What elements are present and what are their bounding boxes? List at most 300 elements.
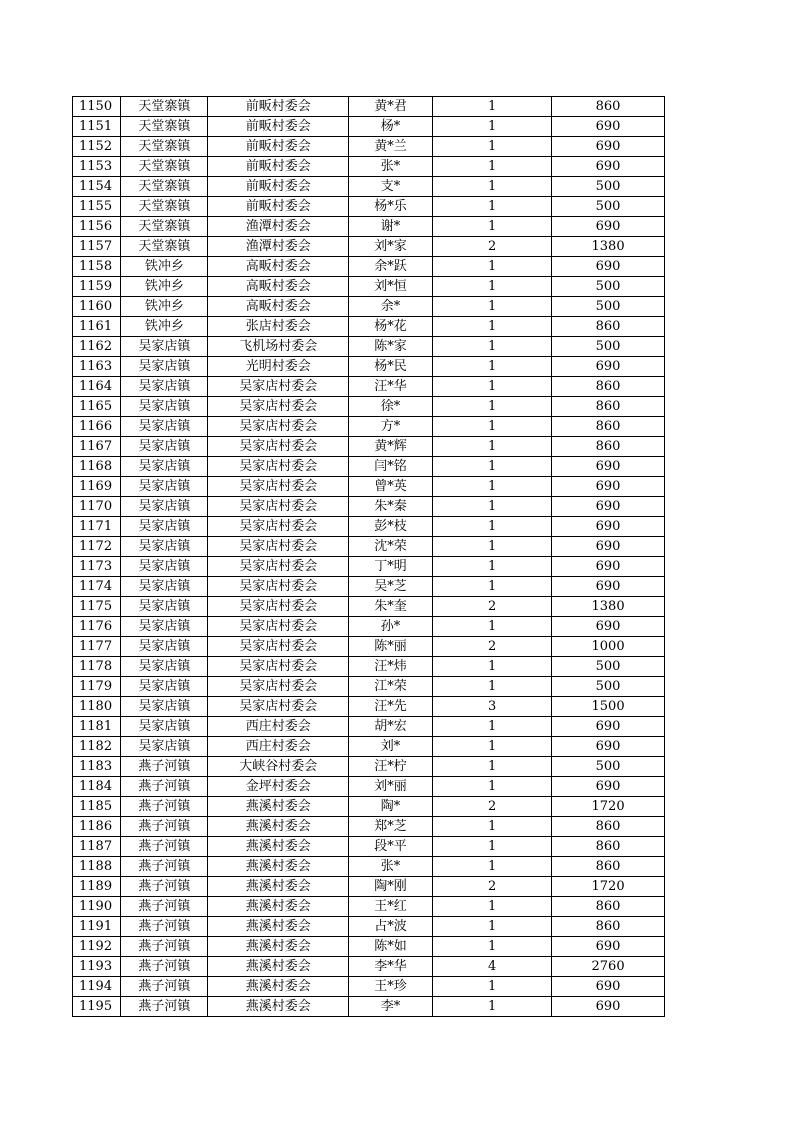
township-cell: 吴家店镇 bbox=[121, 677, 208, 697]
resident-name-cell: 江*荣 bbox=[348, 677, 432, 697]
row-number-cell: 1192 bbox=[73, 937, 121, 957]
village-committee-cell: 大峡谷村委会 bbox=[208, 757, 349, 777]
row-number-cell: 1152 bbox=[73, 137, 121, 157]
amount-cell: 2760 bbox=[552, 957, 665, 977]
amount-cell: 500 bbox=[552, 657, 665, 677]
household-count-cell: 1 bbox=[433, 477, 552, 497]
village-committee-cell: 吴家店村委会 bbox=[208, 617, 349, 637]
village-committee-cell: 吴家店村委会 bbox=[208, 497, 349, 517]
village-committee-cell: 吴家店村委会 bbox=[208, 377, 349, 397]
household-count-cell: 2 bbox=[433, 237, 552, 257]
township-cell: 吴家店镇 bbox=[121, 617, 208, 637]
township-cell: 铁冲乡 bbox=[121, 317, 208, 337]
row-number-cell: 1159 bbox=[73, 277, 121, 297]
resident-name-cell: 朱*奎 bbox=[348, 597, 432, 617]
township-cell: 吴家店镇 bbox=[121, 597, 208, 617]
township-cell: 吴家店镇 bbox=[121, 717, 208, 737]
township-cell: 燕子河镇 bbox=[121, 797, 208, 817]
amount-cell: 500 bbox=[552, 197, 665, 217]
township-cell: 吴家店镇 bbox=[121, 337, 208, 357]
village-committee-cell: 燕溪村委会 bbox=[208, 897, 349, 917]
resident-name-cell: 汪*华 bbox=[348, 377, 432, 397]
household-count-cell: 4 bbox=[433, 957, 552, 977]
household-count-cell: 1 bbox=[433, 377, 552, 397]
village-committee-cell: 张店村委会 bbox=[208, 317, 349, 337]
township-cell: 天堂寨镇 bbox=[121, 177, 208, 197]
table-row bbox=[73, 777, 665, 797]
township-cell: 天堂寨镇 bbox=[121, 117, 208, 137]
resident-name-cell: 杨* bbox=[348, 117, 432, 137]
township-cell: 铁冲乡 bbox=[121, 277, 208, 297]
row-number-cell: 1194 bbox=[73, 977, 121, 997]
resident-name-cell: 黄*辉 bbox=[348, 437, 432, 457]
village-committee-cell: 燕溪村委会 bbox=[208, 877, 349, 897]
resident-name-cell: 汪*炜 bbox=[348, 657, 432, 677]
resident-name-cell: 李* bbox=[348, 997, 432, 1017]
amount-cell: 690 bbox=[552, 557, 665, 577]
table-row bbox=[73, 417, 665, 437]
amount-cell: 690 bbox=[552, 997, 665, 1017]
amount-cell: 500 bbox=[552, 757, 665, 777]
row-number-cell: 1176 bbox=[73, 617, 121, 637]
village-committee-cell: 燕溪村委会 bbox=[208, 797, 349, 817]
village-committee-cell: 高畈村委会 bbox=[208, 297, 349, 317]
village-committee-cell: 燕溪村委会 bbox=[208, 837, 349, 857]
row-number-cell: 1177 bbox=[73, 637, 121, 657]
row-number-cell: 1195 bbox=[73, 997, 121, 1017]
table-row bbox=[73, 257, 665, 277]
resident-name-cell: 李*华 bbox=[348, 957, 432, 977]
amount-cell: 500 bbox=[552, 177, 665, 197]
row-number-cell: 1178 bbox=[73, 657, 121, 677]
village-committee-cell: 前畈村委会 bbox=[208, 157, 349, 177]
household-count-cell: 1 bbox=[433, 417, 552, 437]
village-committee-cell: 西庄村委会 bbox=[208, 717, 349, 737]
amount-cell: 690 bbox=[552, 737, 665, 757]
resident-name-cell: 彭*枝 bbox=[348, 517, 432, 537]
township-cell: 吴家店镇 bbox=[121, 497, 208, 517]
roster-table bbox=[72, 96, 665, 1017]
table-row bbox=[73, 657, 665, 677]
village-committee-cell: 飞机场村委会 bbox=[208, 337, 349, 357]
township-cell: 吴家店镇 bbox=[121, 377, 208, 397]
table-row bbox=[73, 957, 665, 977]
row-number-cell: 1160 bbox=[73, 297, 121, 317]
township-cell: 吴家店镇 bbox=[121, 437, 208, 457]
amount-cell: 690 bbox=[552, 257, 665, 277]
township-cell: 天堂寨镇 bbox=[121, 217, 208, 237]
resident-name-cell: 谢* bbox=[348, 217, 432, 237]
village-committee-cell: 吴家店村委会 bbox=[208, 537, 349, 557]
resident-name-cell: 张* bbox=[348, 857, 432, 877]
amount-cell: 860 bbox=[552, 817, 665, 837]
row-number-cell: 1185 bbox=[73, 797, 121, 817]
row-number-cell: 1188 bbox=[73, 857, 121, 877]
resident-name-cell: 张* bbox=[348, 157, 432, 177]
household-count-cell: 1 bbox=[433, 737, 552, 757]
row-number-cell: 1153 bbox=[73, 157, 121, 177]
village-committee-cell: 西庄村委会 bbox=[208, 737, 349, 757]
township-cell: 铁冲乡 bbox=[121, 257, 208, 277]
household-count-cell: 1 bbox=[433, 897, 552, 917]
amount-cell: 1720 bbox=[552, 877, 665, 897]
resident-name-cell: 闫*铭 bbox=[348, 457, 432, 477]
resident-name-cell: 杨*民 bbox=[348, 357, 432, 377]
village-committee-cell: 燕溪村委会 bbox=[208, 997, 349, 1017]
township-cell: 吴家店镇 bbox=[121, 517, 208, 537]
household-count-cell: 1 bbox=[433, 837, 552, 857]
amount-cell: 690 bbox=[552, 617, 665, 637]
village-committee-cell: 前畈村委会 bbox=[208, 97, 349, 117]
resident-name-cell: 刘*丽 bbox=[348, 777, 432, 797]
household-count-cell: 1 bbox=[433, 277, 552, 297]
household-count-cell: 1 bbox=[433, 757, 552, 777]
table-row bbox=[73, 877, 665, 897]
household-count-cell: 2 bbox=[433, 797, 552, 817]
row-number-cell: 1158 bbox=[73, 257, 121, 277]
row-number-cell: 1186 bbox=[73, 817, 121, 837]
table-row bbox=[73, 977, 665, 997]
table-row bbox=[73, 317, 665, 337]
table-row bbox=[73, 937, 665, 957]
table-row bbox=[73, 477, 665, 497]
household-count-cell: 1 bbox=[433, 857, 552, 877]
household-count-cell: 1 bbox=[433, 397, 552, 417]
household-count-cell: 1 bbox=[433, 557, 552, 577]
household-count-cell: 1 bbox=[433, 577, 552, 597]
resident-name-cell: 陈*如 bbox=[348, 937, 432, 957]
township-cell: 吴家店镇 bbox=[121, 657, 208, 677]
row-number-cell: 1164 bbox=[73, 377, 121, 397]
township-cell: 天堂寨镇 bbox=[121, 97, 208, 117]
village-committee-cell: 前畈村委会 bbox=[208, 197, 349, 217]
table-row bbox=[73, 277, 665, 297]
household-count-cell: 1 bbox=[433, 257, 552, 277]
row-number-cell: 1182 bbox=[73, 737, 121, 757]
resident-name-cell: 王*红 bbox=[348, 897, 432, 917]
table-row bbox=[73, 797, 665, 817]
household-count-cell: 1 bbox=[433, 657, 552, 677]
row-number-cell: 1167 bbox=[73, 437, 121, 457]
village-committee-cell: 吴家店村委会 bbox=[208, 657, 349, 677]
township-cell: 燕子河镇 bbox=[121, 837, 208, 857]
row-number-cell: 1189 bbox=[73, 877, 121, 897]
row-number-cell: 1162 bbox=[73, 337, 121, 357]
table-row bbox=[73, 617, 665, 637]
resident-name-cell: 支* bbox=[348, 177, 432, 197]
amount-cell: 690 bbox=[552, 117, 665, 137]
household-count-cell: 2 bbox=[433, 597, 552, 617]
roster-body bbox=[73, 97, 665, 1017]
village-committee-cell: 吴家店村委会 bbox=[208, 677, 349, 697]
amount-cell: 860 bbox=[552, 317, 665, 337]
table-row bbox=[73, 517, 665, 537]
amount-cell: 860 bbox=[552, 397, 665, 417]
amount-cell: 860 bbox=[552, 857, 665, 877]
resident-name-cell: 汪*先 bbox=[348, 697, 432, 717]
table-row bbox=[73, 177, 665, 197]
household-count-cell: 1 bbox=[433, 497, 552, 517]
household-count-cell: 1 bbox=[433, 197, 552, 217]
amount-cell: 860 bbox=[552, 897, 665, 917]
row-number-cell: 1156 bbox=[73, 217, 121, 237]
township-cell: 吴家店镇 bbox=[121, 637, 208, 657]
village-committee-cell: 吴家店村委会 bbox=[208, 697, 349, 717]
household-count-cell: 1 bbox=[433, 337, 552, 357]
table-row bbox=[73, 637, 665, 657]
township-cell: 吴家店镇 bbox=[121, 457, 208, 477]
household-count-cell: 1 bbox=[433, 997, 552, 1017]
table-row bbox=[73, 397, 665, 417]
village-committee-cell: 前畈村委会 bbox=[208, 137, 349, 157]
village-committee-cell: 渔潭村委会 bbox=[208, 237, 349, 257]
table-row bbox=[73, 157, 665, 177]
resident-name-cell: 沈*荣 bbox=[348, 537, 432, 557]
village-committee-cell: 吴家店村委会 bbox=[208, 597, 349, 617]
household-count-cell: 2 bbox=[433, 637, 552, 657]
amount-cell: 860 bbox=[552, 417, 665, 437]
table-row bbox=[73, 137, 665, 157]
household-count-cell: 1 bbox=[433, 617, 552, 637]
village-committee-cell: 燕溪村委会 bbox=[208, 977, 349, 997]
row-number-cell: 1193 bbox=[73, 957, 121, 977]
resident-name-cell: 徐* bbox=[348, 397, 432, 417]
household-count-cell: 1 bbox=[433, 177, 552, 197]
table-row bbox=[73, 717, 665, 737]
table-row bbox=[73, 917, 665, 937]
township-cell: 燕子河镇 bbox=[121, 857, 208, 877]
household-count-cell: 1 bbox=[433, 317, 552, 337]
row-number-cell: 1150 bbox=[73, 97, 121, 117]
table-row bbox=[73, 457, 665, 477]
resident-name-cell: 刘*家 bbox=[348, 237, 432, 257]
table-row bbox=[73, 497, 665, 517]
household-count-cell: 1 bbox=[433, 977, 552, 997]
household-count-cell: 1 bbox=[433, 137, 552, 157]
row-number-cell: 1190 bbox=[73, 897, 121, 917]
village-committee-cell: 燕溪村委会 bbox=[208, 857, 349, 877]
township-cell: 燕子河镇 bbox=[121, 757, 208, 777]
household-count-cell: 1 bbox=[433, 777, 552, 797]
household-count-cell: 2 bbox=[433, 877, 552, 897]
amount-cell: 690 bbox=[552, 717, 665, 737]
household-count-cell: 1 bbox=[433, 537, 552, 557]
village-committee-cell: 吴家店村委会 bbox=[208, 637, 349, 657]
amount-cell: 690 bbox=[552, 497, 665, 517]
row-number-cell: 1168 bbox=[73, 457, 121, 477]
amount-cell: 690 bbox=[552, 977, 665, 997]
resident-name-cell: 占*波 bbox=[348, 917, 432, 937]
household-count-cell: 1 bbox=[433, 457, 552, 477]
village-committee-cell: 吴家店村委会 bbox=[208, 397, 349, 417]
household-count-cell: 1 bbox=[433, 717, 552, 737]
row-number-cell: 1155 bbox=[73, 197, 121, 217]
table-row bbox=[73, 857, 665, 877]
household-count-cell: 1 bbox=[433, 677, 552, 697]
resident-name-cell: 刘* bbox=[348, 737, 432, 757]
table-row bbox=[73, 297, 665, 317]
amount-cell: 860 bbox=[552, 837, 665, 857]
table-row bbox=[73, 697, 665, 717]
amount-cell: 500 bbox=[552, 297, 665, 317]
resident-name-cell: 陈*家 bbox=[348, 337, 432, 357]
township-cell: 燕子河镇 bbox=[121, 957, 208, 977]
table-row bbox=[73, 897, 665, 917]
village-committee-cell: 燕溪村委会 bbox=[208, 917, 349, 937]
township-cell: 吴家店镇 bbox=[121, 537, 208, 557]
township-cell: 燕子河镇 bbox=[121, 877, 208, 897]
row-number-cell: 1180 bbox=[73, 697, 121, 717]
village-committee-cell: 高畈村委会 bbox=[208, 257, 349, 277]
table-row bbox=[73, 597, 665, 617]
village-committee-cell: 吴家店村委会 bbox=[208, 477, 349, 497]
village-committee-cell: 金坪村委会 bbox=[208, 777, 349, 797]
row-number-cell: 1179 bbox=[73, 677, 121, 697]
township-cell: 吴家店镇 bbox=[121, 577, 208, 597]
amount-cell: 860 bbox=[552, 437, 665, 457]
resident-name-cell: 黄*君 bbox=[348, 97, 432, 117]
row-number-cell: 1165 bbox=[73, 397, 121, 417]
village-committee-cell: 吴家店村委会 bbox=[208, 417, 349, 437]
household-count-cell: 1 bbox=[433, 117, 552, 137]
village-committee-cell: 吴家店村委会 bbox=[208, 577, 349, 597]
township-cell: 燕子河镇 bbox=[121, 897, 208, 917]
resident-name-cell: 陈*丽 bbox=[348, 637, 432, 657]
township-cell: 天堂寨镇 bbox=[121, 137, 208, 157]
resident-name-cell: 方* bbox=[348, 417, 432, 437]
amount-cell: 860 bbox=[552, 917, 665, 937]
resident-name-cell: 陶* bbox=[348, 797, 432, 817]
amount-cell: 690 bbox=[552, 477, 665, 497]
row-number-cell: 1175 bbox=[73, 597, 121, 617]
household-count-cell: 1 bbox=[433, 517, 552, 537]
row-number-cell: 1163 bbox=[73, 357, 121, 377]
township-cell: 吴家店镇 bbox=[121, 357, 208, 377]
township-cell: 燕子河镇 bbox=[121, 817, 208, 837]
household-count-cell: 1 bbox=[433, 437, 552, 457]
row-number-cell: 1191 bbox=[73, 917, 121, 937]
township-cell: 吴家店镇 bbox=[121, 697, 208, 717]
amount-cell: 690 bbox=[552, 157, 665, 177]
township-cell: 天堂寨镇 bbox=[121, 237, 208, 257]
amount-cell: 690 bbox=[552, 937, 665, 957]
amount-cell: 500 bbox=[552, 677, 665, 697]
resident-name-cell: 吴*芝 bbox=[348, 577, 432, 597]
table-row bbox=[73, 537, 665, 557]
resident-name-cell: 段*平 bbox=[348, 837, 432, 857]
table-row bbox=[73, 557, 665, 577]
table-row bbox=[73, 997, 665, 1017]
amount-cell: 500 bbox=[552, 277, 665, 297]
household-count-cell: 1 bbox=[433, 97, 552, 117]
resident-name-cell: 汪*柠 bbox=[348, 757, 432, 777]
resident-name-cell: 胡*宏 bbox=[348, 717, 432, 737]
amount-cell: 1000 bbox=[552, 637, 665, 657]
village-committee-cell: 渔潭村委会 bbox=[208, 217, 349, 237]
row-number-cell: 1157 bbox=[73, 237, 121, 257]
resident-name-cell: 朱*秦 bbox=[348, 497, 432, 517]
township-cell: 吴家店镇 bbox=[121, 557, 208, 577]
township-cell: 燕子河镇 bbox=[121, 997, 208, 1017]
row-number-cell: 1183 bbox=[73, 757, 121, 777]
resident-name-cell: 杨*乐 bbox=[348, 197, 432, 217]
table-row bbox=[73, 217, 665, 237]
row-number-cell: 1174 bbox=[73, 577, 121, 597]
row-number-cell: 1170 bbox=[73, 497, 121, 517]
resident-name-cell: 余* bbox=[348, 297, 432, 317]
village-committee-cell: 吴家店村委会 bbox=[208, 517, 349, 537]
amount-cell: 690 bbox=[552, 457, 665, 477]
row-number-cell: 1173 bbox=[73, 557, 121, 577]
township-cell: 铁冲乡 bbox=[121, 297, 208, 317]
township-cell: 天堂寨镇 bbox=[121, 197, 208, 217]
amount-cell: 690 bbox=[552, 137, 665, 157]
table-row bbox=[73, 757, 665, 777]
amount-cell: 1500 bbox=[552, 697, 665, 717]
village-committee-cell: 吴家店村委会 bbox=[208, 437, 349, 457]
table-row bbox=[73, 737, 665, 757]
amount-cell: 690 bbox=[552, 357, 665, 377]
resident-name-cell: 曾*英 bbox=[348, 477, 432, 497]
row-number-cell: 1161 bbox=[73, 317, 121, 337]
row-number-cell: 1171 bbox=[73, 517, 121, 537]
row-number-cell: 1187 bbox=[73, 837, 121, 857]
amount-cell: 690 bbox=[552, 217, 665, 237]
resident-name-cell: 陶*刚 bbox=[348, 877, 432, 897]
table-row bbox=[73, 817, 665, 837]
township-cell: 吴家店镇 bbox=[121, 737, 208, 757]
resident-name-cell: 丁*明 bbox=[348, 557, 432, 577]
table-row bbox=[73, 377, 665, 397]
amount-cell: 860 bbox=[552, 97, 665, 117]
amount-cell: 1380 bbox=[552, 597, 665, 617]
row-number-cell: 1154 bbox=[73, 177, 121, 197]
resident-name-cell: 郑*芝 bbox=[348, 817, 432, 837]
row-number-cell: 1151 bbox=[73, 117, 121, 137]
amount-cell: 500 bbox=[552, 337, 665, 357]
table-row bbox=[73, 577, 665, 597]
township-cell: 吴家店镇 bbox=[121, 397, 208, 417]
amount-cell: 690 bbox=[552, 517, 665, 537]
row-number-cell: 1169 bbox=[73, 477, 121, 497]
township-cell: 天堂寨镇 bbox=[121, 157, 208, 177]
amount-cell: 1720 bbox=[552, 797, 665, 817]
table-row bbox=[73, 837, 665, 857]
resident-name-cell: 刘*恒 bbox=[348, 277, 432, 297]
table-row bbox=[73, 237, 665, 257]
village-committee-cell: 高畈村委会 bbox=[208, 277, 349, 297]
household-count-cell: 1 bbox=[433, 217, 552, 237]
row-number-cell: 1166 bbox=[73, 417, 121, 437]
village-committee-cell: 燕溪村委会 bbox=[208, 937, 349, 957]
township-cell: 燕子河镇 bbox=[121, 937, 208, 957]
resident-name-cell: 余*跃 bbox=[348, 257, 432, 277]
row-number-cell: 1172 bbox=[73, 537, 121, 557]
table-row bbox=[73, 357, 665, 377]
table-row bbox=[73, 437, 665, 457]
table-row bbox=[73, 117, 665, 137]
household-count-cell: 1 bbox=[433, 937, 552, 957]
village-committee-cell: 吴家店村委会 bbox=[208, 457, 349, 477]
resident-name-cell: 杨*花 bbox=[348, 317, 432, 337]
table-row bbox=[73, 337, 665, 357]
resident-name-cell: 黄*兰 bbox=[348, 137, 432, 157]
village-committee-cell: 吴家店村委会 bbox=[208, 557, 349, 577]
household-count-cell: 3 bbox=[433, 697, 552, 717]
amount-cell: 1380 bbox=[552, 237, 665, 257]
table-row bbox=[73, 197, 665, 217]
row-number-cell: 1184 bbox=[73, 777, 121, 797]
